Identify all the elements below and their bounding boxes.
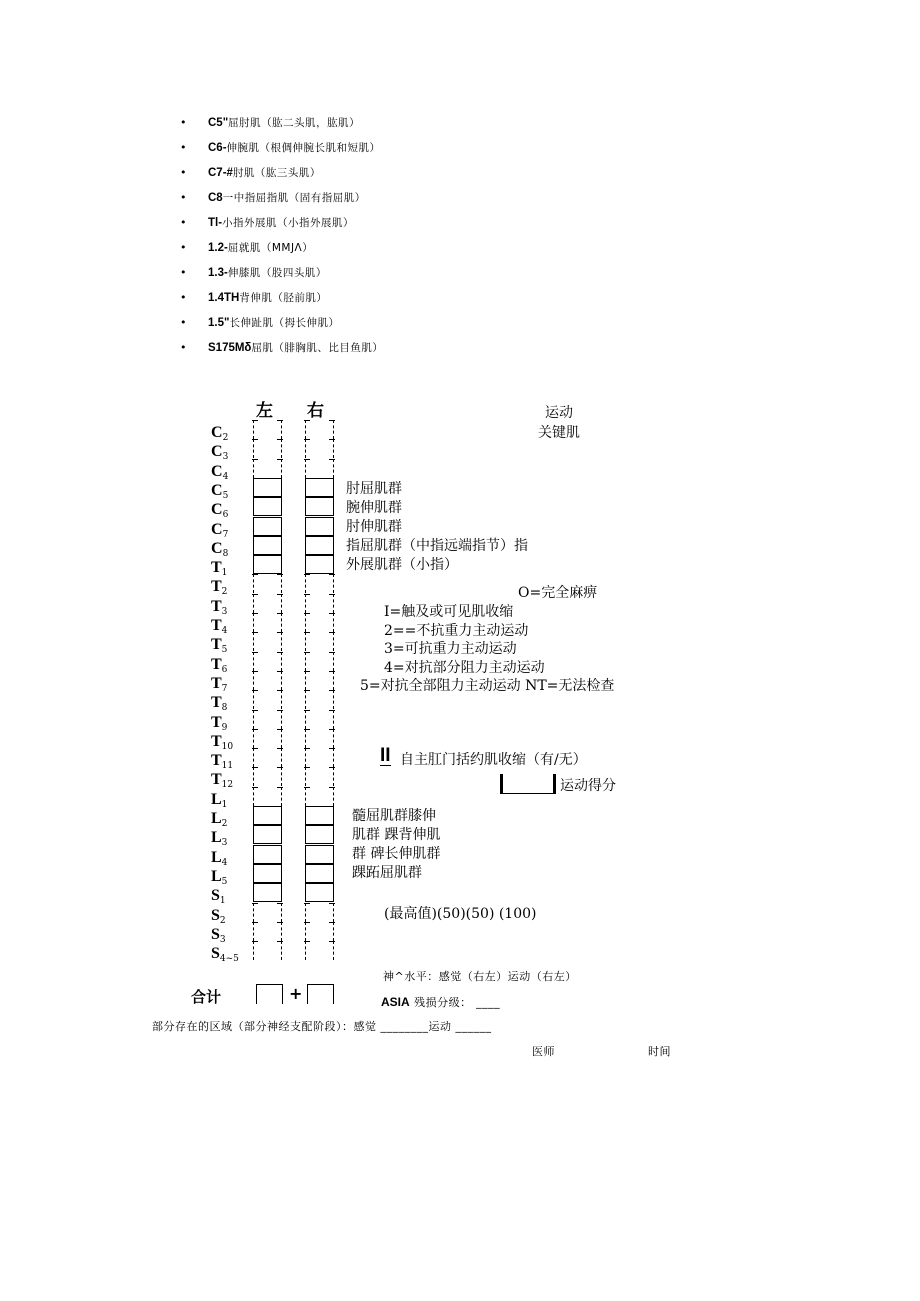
level-letter: C <box>211 520 223 538</box>
right-score-box[interactable] <box>305 883 334 902</box>
level-number: 3 <box>222 452 229 463</box>
left-score-box <box>253 594 282 613</box>
spinal-level-label <box>211 943 251 969</box>
lower-muscle-label: 踝跖屈肌群 <box>352 865 422 881</box>
bullet-dot-icon: • <box>180 241 187 254</box>
muscle-code: 1.2- <box>208 242 228 254</box>
partial-preservation-line: 部分存在的区域（部分神经支配阶段）：感觉 ________运动 ______ <box>152 1020 492 1033</box>
level-number: 4 <box>222 471 229 482</box>
right-score-box <box>305 922 334 941</box>
level-number: 4 <box>221 857 228 868</box>
level-letter: T <box>211 559 222 577</box>
level-number: 10 <box>221 741 234 752</box>
muscle-code: C8 <box>208 192 223 204</box>
left-score-box[interactable] <box>253 517 282 536</box>
left-score-box <box>253 748 282 767</box>
right-score-box <box>305 748 334 767</box>
left-score-box <box>253 767 282 786</box>
level-number: 8 <box>221 703 228 714</box>
level-number: 5 <box>222 490 229 501</box>
left-score-box <box>253 710 282 729</box>
level-letter: L <box>211 810 222 827</box>
total-label: 合计 <box>191 988 222 1006</box>
level-letter: C <box>211 539 223 557</box>
key-muscle-item <box>180 313 383 338</box>
level-letter: T <box>211 636 222 654</box>
level-letter: L <box>211 848 222 866</box>
asia-code: ASIA <box>381 995 410 1009</box>
left-score-box[interactable] <box>253 536 282 555</box>
bullet-dot-icon: • <box>180 191 187 204</box>
right-score-box[interactable] <box>305 517 334 536</box>
right-score-box[interactable] <box>305 555 334 574</box>
left-score-box[interactable] <box>253 825 282 844</box>
level-letter: C <box>211 481 223 499</box>
right-column-header: 右 <box>307 401 324 421</box>
level-number: 3 <box>221 838 228 849</box>
key-muscle-item <box>180 188 383 213</box>
level-number: 2 <box>221 819 228 829</box>
level-number: 7 <box>221 683 228 694</box>
level-number: 12 <box>221 780 234 791</box>
right-score-box[interactable] <box>305 845 334 864</box>
right-score-box <box>305 574 334 593</box>
level-number: 1 <box>221 799 228 810</box>
level-letter: S <box>211 945 220 963</box>
muscle-description: 一中指屈指肌（固有指屈肌） <box>222 192 366 204</box>
muscle-code: C7-# <box>208 167 233 179</box>
level-letter: T <box>211 732 222 750</box>
grade-3: 3=可抗重力主动运动 <box>384 641 517 657</box>
right-score-box <box>305 690 334 709</box>
level-letter: S <box>211 887 220 905</box>
left-score-box <box>253 729 282 748</box>
left-score-box[interactable] <box>253 497 282 516</box>
grade-2: 2==不抗重力主动运动 <box>384 623 529 639</box>
key-muscle-item <box>180 113 383 138</box>
muscle-description: 肘肌（肱三头肌） <box>232 167 321 179</box>
left-score-box <box>253 787 282 806</box>
level-letter: T <box>211 694 222 712</box>
level-letter: L <box>211 829 222 847</box>
key-muscle-item <box>180 238 383 263</box>
muscle-description: 背伸肌（胫前肌） <box>239 292 328 304</box>
level-letter: S <box>211 925 220 943</box>
bullet-dot-icon: • <box>180 216 187 229</box>
upper-muscle-label: 肘屈肌群 <box>346 481 402 497</box>
level-number: 2 <box>221 587 228 598</box>
muscle-code: 1.5" <box>208 317 230 329</box>
right-score-box[interactable] <box>305 497 334 516</box>
right-score-box <box>305 459 334 478</box>
level-number: 4~5 <box>219 954 239 965</box>
left-score-box <box>253 613 282 632</box>
muscle-code: C5" <box>208 117 229 129</box>
key-muscle-item <box>180 163 383 188</box>
level-letter: C <box>211 501 223 519</box>
left-score-box[interactable] <box>253 806 282 825</box>
muscle-code: Tl- <box>208 217 223 229</box>
level-number: 6 <box>221 664 228 675</box>
grade-5-nt: 5=对抗全部阻力主动运动 NT=无法检查 <box>360 678 615 694</box>
lower-muscle-label: 髓屈肌群膝伸 <box>352 808 436 824</box>
right-score-box <box>305 710 334 729</box>
left-score-box[interactable] <box>253 864 282 883</box>
grade-1: I=触及或可见肌收缩 <box>384 604 514 620</box>
level-number: 3 <box>221 606 228 617</box>
motor-score-label: 运动得分 <box>560 778 616 794</box>
right-score-box[interactable] <box>305 864 334 883</box>
right-score-box <box>305 767 334 786</box>
level-number: 11 <box>221 761 234 772</box>
level-number: 1 <box>219 896 226 907</box>
left-score-box <box>253 420 282 439</box>
right-score-box <box>305 652 334 671</box>
level-letter: C <box>211 424 223 441</box>
grade-4: 4=对抗部分阻力主动运动 <box>384 660 545 676</box>
left-score-box <box>253 671 282 690</box>
level-letter: T <box>211 617 222 634</box>
upper-muscle-label: 肘伸肌群 <box>346 519 402 535</box>
muscle-description: 长伸趾肌（拇长伸肌） <box>229 317 340 329</box>
muscle-code: S175Mδ <box>208 342 252 354</box>
grade-0: O=完全麻痹 <box>518 585 598 601</box>
bullet-dot-icon: • <box>180 266 187 279</box>
level-letter: T <box>211 771 222 789</box>
lower-muscle-label: 肌群 踝背伸肌 <box>352 827 441 843</box>
level-letter: T <box>211 713 222 731</box>
chart-title-line2: 关键肌 <box>538 425 580 441</box>
key-muscle-item <box>180 138 383 163</box>
level-letter: T <box>211 752 222 770</box>
bullet-dot-icon: • <box>180 341 187 354</box>
bullet-dot-icon: • <box>180 141 187 154</box>
total-right-box[interactable] <box>307 984 334 1004</box>
level-number: 1 <box>221 568 228 579</box>
level-letter: T <box>211 674 222 692</box>
key-muscle-item <box>180 213 383 238</box>
left-score-box <box>253 632 282 651</box>
left-score-box <box>253 903 282 922</box>
level-number: 7 <box>222 529 229 540</box>
right-score-box[interactable] <box>305 806 334 825</box>
level-number: 6 <box>222 510 229 521</box>
right-score-box <box>305 420 334 439</box>
level-letter: T <box>211 578 222 596</box>
muscle-description: 屈肌（腓胸肌、比目鱼肌） <box>251 342 384 354</box>
total-left-box[interactable] <box>256 984 283 1004</box>
level-letter: L <box>211 867 222 885</box>
left-score-box <box>253 652 282 671</box>
level-number: 4 <box>221 626 228 636</box>
doctor-label: 医师 <box>532 1045 555 1058</box>
muscle-description: 小指外展肌（小指外展肌） <box>222 217 355 229</box>
right-score-box <box>305 613 334 632</box>
right-score-box <box>305 594 334 613</box>
right-score-box[interactable] <box>305 536 334 555</box>
left-score-box[interactable] <box>253 478 282 497</box>
max-values: (最高值)(50)(50) (100) <box>384 906 537 922</box>
left-score-box <box>253 459 282 478</box>
upper-muscle-label: 指屈肌群（中指远端指节）指 <box>346 538 528 554</box>
time-label: 时间 <box>648 1045 671 1058</box>
right-score-box <box>305 632 334 651</box>
left-score-box <box>253 690 282 709</box>
key-muscle-list <box>180 113 383 363</box>
left-score-box <box>253 439 282 458</box>
left-score-box <box>253 941 282 960</box>
left-score-box[interactable] <box>253 555 282 574</box>
level-letter: T <box>211 597 222 615</box>
level-letter: L <box>211 790 222 808</box>
left-score-box[interactable] <box>253 883 282 902</box>
muscle-code: 1.3- <box>208 267 228 279</box>
right-score-box[interactable] <box>305 478 334 497</box>
level-number: 2 <box>219 915 226 926</box>
muscle-description: 伸膝肌（股四头肌） <box>227 267 327 279</box>
right-score-box <box>305 729 334 748</box>
motor-score-box[interactable] <box>500 774 556 794</box>
muscle-code: 1.4TH <box>208 292 240 304</box>
muscle-description: 伸腕肌（根倜伸腕长肌和短肌） <box>226 142 381 154</box>
right-score-box <box>305 903 334 922</box>
right-score-box <box>305 439 334 458</box>
key-muscle-item <box>180 288 383 313</box>
muscle-code: C6- <box>208 142 227 154</box>
level-number: 2 <box>222 433 229 443</box>
level-number: 3 <box>219 934 226 945</box>
anal-contraction-mark: II <box>380 745 391 766</box>
asia-line <box>381 993 500 1012</box>
neuro-level-line: 神^水平：感觉（右左）运动（右左） <box>383 970 577 983</box>
key-muscle-item <box>180 338 383 363</box>
bullet-dot-icon: • <box>180 116 187 129</box>
left-score-box <box>253 574 282 593</box>
plus-sign: + <box>289 984 303 1003</box>
left-column-header: 左 <box>256 401 273 421</box>
right-score-box <box>305 941 334 960</box>
bullet-dot-icon: • <box>180 291 187 304</box>
anal-contraction-label: 自主肛门括约肌收缩（有/无） <box>400 752 587 768</box>
level-letter: C <box>211 443 223 461</box>
right-score-box <box>305 671 334 690</box>
level-letter: C <box>211 462 223 480</box>
muscle-description: 屈肘肌（肱二头肌，肱肌） <box>228 117 361 129</box>
level-number: 5 <box>221 645 228 656</box>
upper-muscle-label: 外展肌群（小指） <box>346 557 458 573</box>
asia-text: 残损分级： <box>414 996 472 1009</box>
asia-blank[interactable]: ____ <box>476 996 501 1009</box>
level-letter: S <box>211 906 220 924</box>
level-number: 8 <box>222 548 229 559</box>
level-number: 9 <box>221 722 228 733</box>
level-number: 5 <box>221 876 228 887</box>
left-score-box <box>253 922 282 941</box>
lower-muscle-label: 群 碑长伸肌群 <box>352 846 441 862</box>
level-letter: T <box>211 655 222 673</box>
muscle-description: 屈就肌（MMJΛ） <box>227 242 314 254</box>
upper-muscle-label: 腕伸肌群 <box>346 500 402 516</box>
right-score-box[interactable] <box>305 825 334 844</box>
left-score-box[interactable] <box>253 845 282 864</box>
chart-title-line1: 运动 <box>545 405 573 421</box>
bullet-dot-icon: • <box>180 316 187 329</box>
bullet-dot-icon: • <box>180 166 187 179</box>
key-muscle-item <box>180 263 383 288</box>
right-score-box <box>305 787 334 806</box>
